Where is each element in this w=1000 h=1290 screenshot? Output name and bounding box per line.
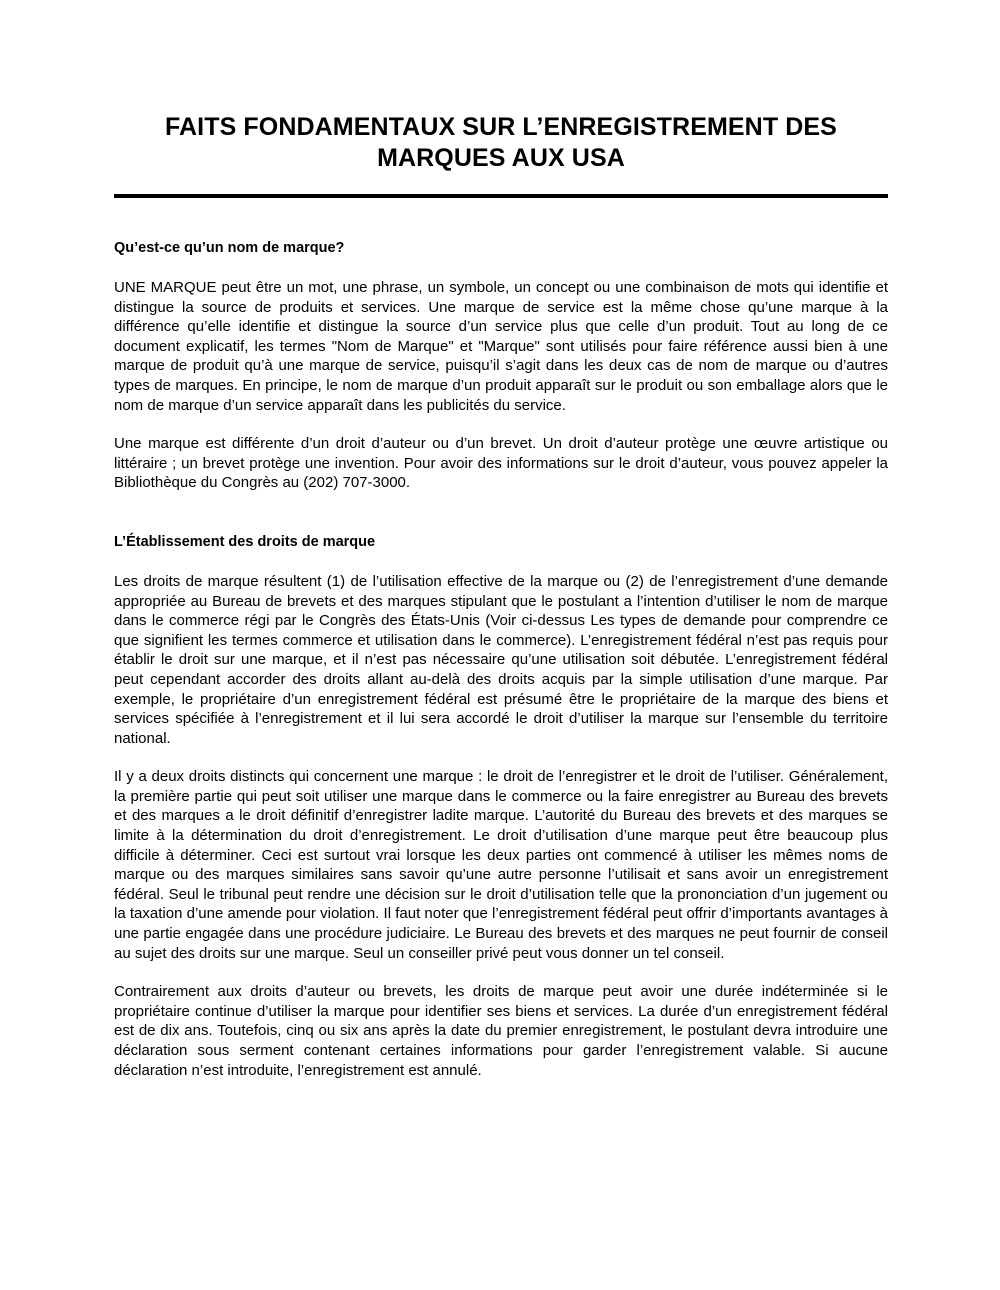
paragraph-brand-definition: UNE MARQUE peut être un mot, une phrase, un symbole, un concept ou une combinaison de mots qui identifie et distingue la source de produits et services. Une marque de service est la même chose qu’une marque à la différence qu’elle identifie et distingue la source d’un service plus que celle d’un produit. Tout au long de ce document explicatif, les termes "Nom de Marque" et "Marque" sont utilisés pour faire référence aussi bien à une marque de produit qu’à une marque de service, puisqu’il s’agit dans les deux cas de nom de marque ou d’autres types de marques. En principe, le nom de marque d’un produit apparaît sur le produit ou son emballage alors que le nom de marque d’un service apparaît dans les publicités du service. <box>114 279 888 414</box>
paragraph-duration-of-rights: Contrairement aux droits d’auteur ou brevets, les droits de marque peut avoir une durée indéterminée si le propriétaire continue d’utiliser la marque pour identifier ses biens et services. La durée d’un enregistrement fédéral est de dix ans. Toutefois, cinq ou six ans après la date du premier enregistrement, le postulant devra introduire une déclaration sous serment contenant certaines informations pour garder l’enregistrement valable. Si aucune déclaration n’est introduite, l’enregistrement est annulé. <box>114 983 888 1079</box>
paragraph-copyright-patent-difference: Une marque est différente d’un droit d’auteur ou d’un brevet. Un droit d’auteur protège une œuvre artistique ou littéraire ; un brevet protège une invention. Pour avoir des informations sur le droit d’auteur, vous pouvez appeler la Bibliothèque du Congrès au (202) 707-3000. <box>114 435 888 492</box>
title-divider <box>114 194 888 198</box>
document-content <box>114 0 888 1080</box>
page-title: FAITS FONDAMENTAUX SUR L’ENREGISTREMENT DES MARQUES AUX USA <box>165 113 837 172</box>
section-heading-what-is-a-brand: Qu’est-ce qu’un nom de marque? <box>114 240 345 256</box>
section-heading-establishing-rights: L’Établissement des droits de marque <box>114 533 376 550</box>
paragraph-two-distinct-rights: Il y a deux droits distincts qui concernent une marque : le droit de l’enregistrer et le droit de l’utiliser. Généralement, la première partie qui peut soit utiliser une marque dans le commerce ou la faire enregistrer au Bureau des brevets et des marques a le droit définitif d’enregistrer ladite marque. L’autorité du Bureau des brevets et des marques se limite à la détermination du droit d’enregistrement. Le droit d’utilisation d’une marque peut être beaucoup plus difficile à déterminer. Ceci est surtout vrai lorsque les deux parties ont commencé à utiliser les mêmes noms de marque ou des marques similaires sans savoir qu’une autre personne l’utilisait et sans avoir un enregistrement fédéral. Seul le tribunal peut rendre une décision sur le droit d’utilisation telle que la prononciation d’un jugement ou la taxation d’une amende pour violation. Il faut noter que l’enregistrement fédéral peut offrir d’importants avantages à une partie engagée dans une procédure judiciaire. Le Bureau des brevets et des marques ne peut fournir de conseil au sujet des droits sur une marque. Seul un conseiller privé peut vous donner un tel conseil. <box>114 768 888 962</box>
paragraph-rights-origin: Les droits de marque résultent (1) de l’utilisation effective de la marque ou (2) de l’enregistrement d’une demande appropriée au Bureau de brevets et des marques stipulant que le postulant a l’intention d’utiliser le nom de marque dans le commerce régi par le Congrès des États-Unis (Voir ci-dessus Les types de demande pour comprendre ce que signifient les termes commerce et utilisation dans le commerce). L’enregistrement fédéral n’est pas requis pour établir le droit sur une marque, et il n’est pas nécessaire qu’une utilisation soit débutée. L’enregistrement fédéral peut cependant accorder des droits allant au-delà des droits acquis par la simple utilisation d’une marque. Par exemple, le propriétaire d’un enregistrement fédéral est présumé être le propriétaire de la marque des biens et services spécifiée à l’enregistrement et il lui sera accordé le droit d’utiliser la marque sur l’ensemble du territoire national. <box>114 572 888 747</box>
